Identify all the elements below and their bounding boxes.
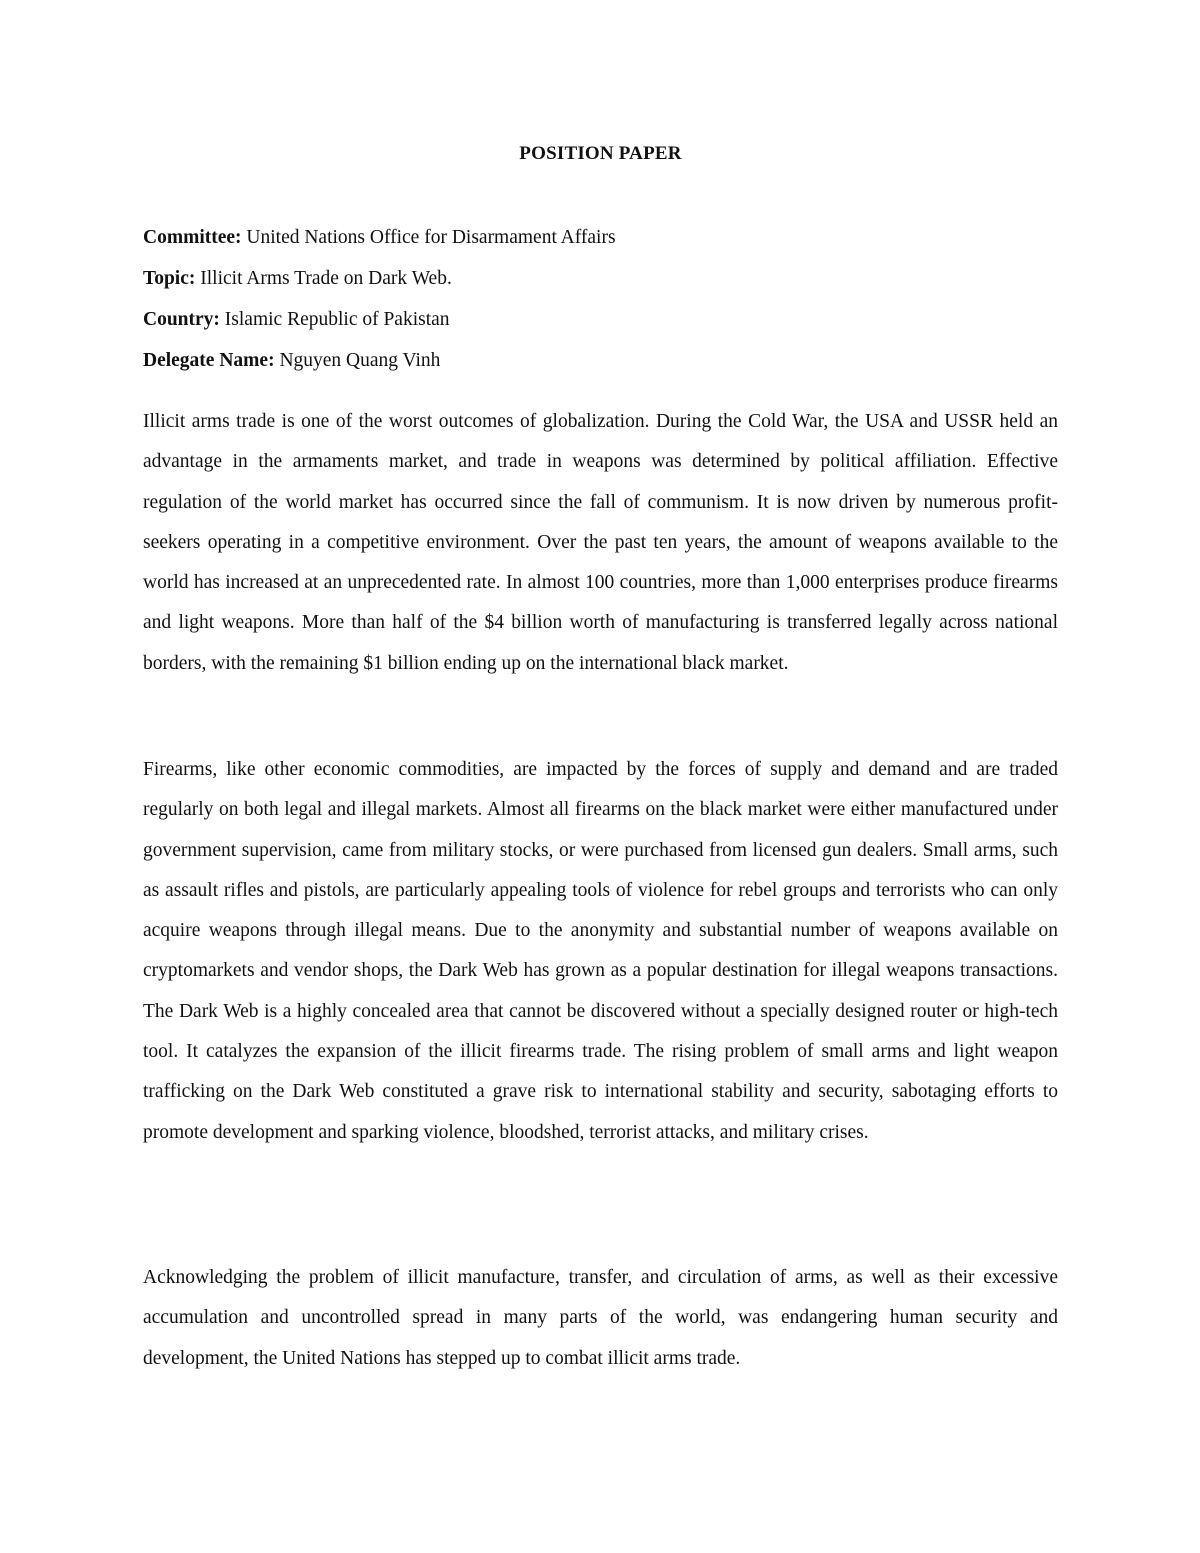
country-row: [143, 306, 1058, 347]
metadata-block: [143, 224, 1058, 388]
committee-row: [143, 224, 1058, 265]
topic-value: Illicit Arms Trade on Dark Web.: [200, 268, 452, 289]
body-paragraph-2: Firearms, like other economic commodities, are impacted by the forces of supply and demand and are traded regularly on both legal and illegal markets. Almost all firearms on the black market were either manufactured under government supervision, came from military stocks, or were purchased from licensed gun dealers. Small arms, such as assault rifles and pistols, are particularly appealing tools of violence for rebel groups and terrorists who can only acquire weapons through illegal means. Due to the anonymity and substantial number of weapons available on cryptomarkets and vendor shops, the Dark Web has grown as a popular destination for illegal weapons transactions. The Dark Web is a highly concealed area that cannot be discovered without a specially designed router or high-tech tool. It catalyzes the expansion of the illicit firearms trade. The rising problem of small arms and light weapon trafficking on the Dark Web constituted a grave risk to international stability and security, sabotaging efforts to promote development and sparking violence, bloodshed, terrorist attacks, and military crises.: [143, 759, 1058, 1143]
document-title: POSITION PAPER: [519, 143, 682, 164]
body-paragraph-3: Acknowledging the problem of illicit manufacture, transfer, and circulation of arms, as well as their excessive accumulation and uncontrolled spread in many parts of the world, was endangering human security and development, the United Nations has stepped up to combat illicit arms trade.: [143, 1267, 1058, 1369]
delegate-row: [143, 347, 1058, 388]
topic-label: Topic:: [143, 268, 196, 289]
committee-label: Committee:: [143, 227, 242, 248]
delegate-label: Delegate Name:: [143, 350, 275, 371]
country-value: Islamic Republic of Pakistan: [224, 309, 450, 330]
committee-value: United Nations Office for Disarmament Affairs: [246, 227, 616, 248]
topic-row: [143, 265, 1058, 306]
country-label: Country:: [143, 309, 220, 330]
delegate-value: Nguyen Quang Vinh: [279, 350, 441, 371]
body-paragraph-1: Illicit arms trade is one of the worst outcomes of globalization. During the Cold War, the USA and USSR held an advantage in the armaments market, and trade in weapons was determined by political affiliation. Effective regulation of the world market has occurred since the fall of communism. It is now driven by numerous profit-seekers operating in a competitive environment. Over the past ten years, the amount of weapons available to the world has increased at an unprecedented rate. In almost 100 countries, more than 1,000 enterprises produce firearms and light weapons. More than half of the $4 billion worth of manufacturing is transferred legally across national borders, with the remaining $1 billion ending up on the international black market.: [143, 411, 1058, 674]
